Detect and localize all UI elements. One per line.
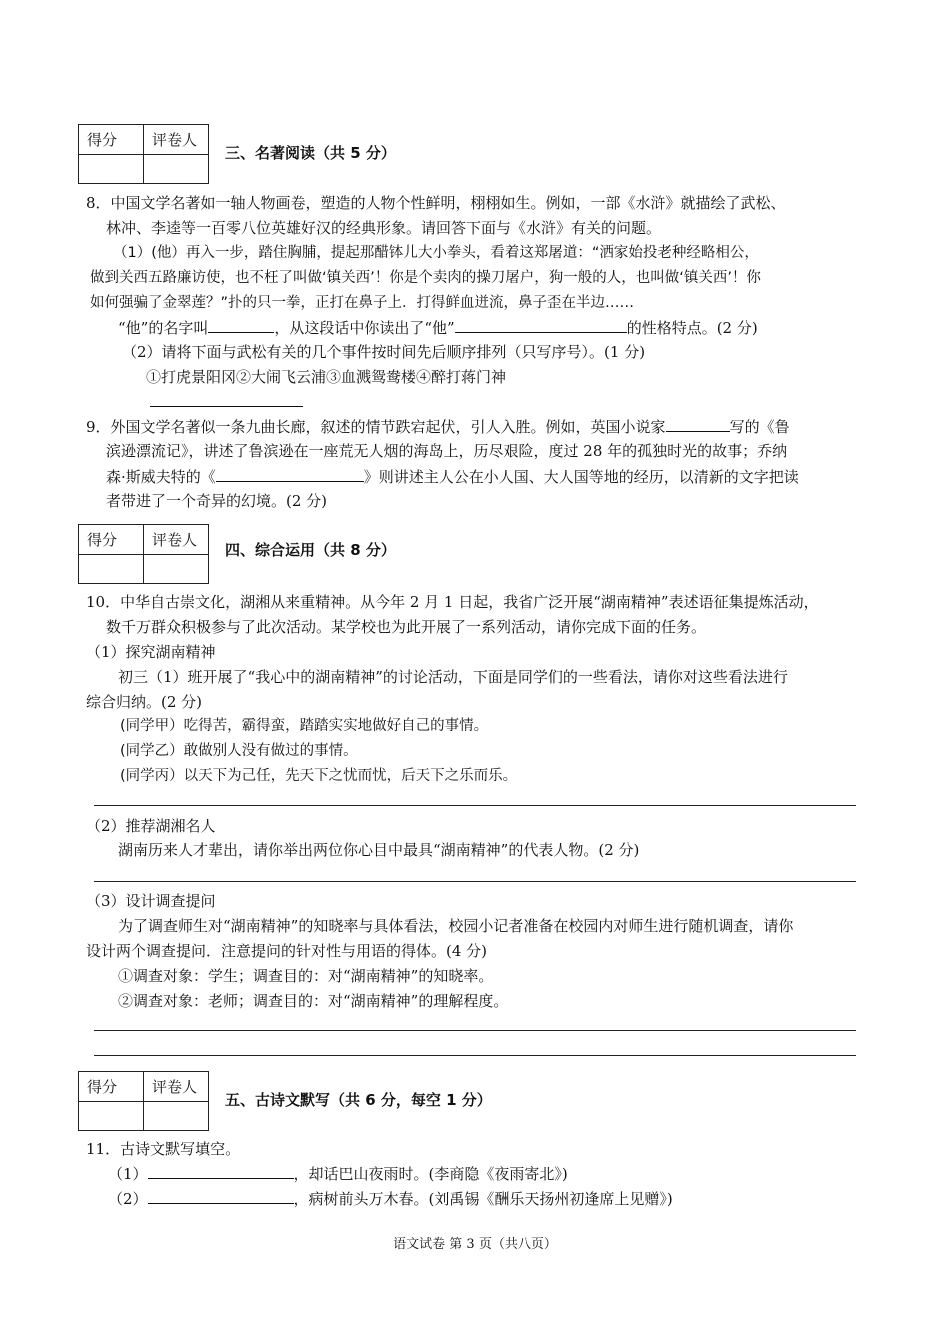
q8-part2-events: ①打虎景阳冈②大闹飞云浦③血溅鸳鸯楼④醉打蒋门神: [146, 368, 507, 386]
q9-author-blank[interactable]: [666, 416, 730, 432]
q9-line1-text-b: 写的《鲁: [729, 418, 790, 436]
q8-part1-question: [118, 317, 758, 338]
q8-stem-line2: 林冲、李逵等一百零八位英雄好汉的经典形象。请回答下面与《水浒》有关的问题。: [106, 219, 662, 237]
q10-opinion-c: (同学丙）以天下为己任，先天下之忧而忧，后天下之乐而乐。: [120, 768, 518, 784]
q10-opinion-b: (同学乙）敢做别人没有做过的事情。: [120, 743, 358, 759]
q10-sub2-title: （2）推荐湖湘名人: [86, 817, 216, 835]
q10-sub3-line1: 为了调查师生对“湖南精神”的知晓率与具体看法，校园小记者准备在校园内对师生进行随机调查，请你: [118, 917, 794, 935]
q10-sub1-line1: 初三（1）班开展了“我心中的湖南精神”的讨论活动，下面是同学们的一些看法，请你对这些看法进行: [118, 668, 788, 686]
section5-title: 五、古诗文默写（共 6 分，每空 1 分）: [225, 1091, 492, 1109]
q8-passage-line1: （1）(他）再入一步，踏住胸脯，提起那醋钵儿大小拳头，看着这郑屠道：“洒家始投老种经略相公，: [113, 245, 759, 261]
q9-line1: [86, 416, 790, 437]
q10-sub2-line1: 湖南历来人才辈出，请你举出两位你心目中最具“湖南精神”的代表人物。(2 分): [118, 841, 640, 859]
q11-item1: [108, 1163, 568, 1184]
q11-item2: [108, 1188, 673, 1209]
q10-sub3-line2: 设计两个调查提问．注意提问的针对性与用语的得体。(4 分): [86, 942, 488, 960]
q9-line3-text-a: 森·斯威夫特的《: [106, 468, 216, 486]
score-box-section4: [78, 524, 209, 584]
score-cell[interactable]: [79, 1101, 144, 1131]
q9-line1-text-a: 9．外国文学名著似一条九曲长廊，叙述的情节跌宕起伏，引人入胜。例如，英国小说家: [86, 418, 666, 436]
section4-title: 四、综合运用（共 8 分）: [225, 541, 396, 559]
q10-opinion-a: (同学甲）吃得苦，霸得蛮，踏踏实实地做好自己的事情。: [120, 718, 489, 734]
q10-sub1-line2: 综合归纳。(2 分): [86, 693, 203, 711]
q8-part1-text-b: ，从这段话中你读出了“他”: [274, 319, 455, 337]
q8-passage-line3: 如何强骗了金翠莲？”扑的只一拳，正打在鼻子上．打得鲜血迸流，鼻子歪在半边……: [90, 295, 635, 311]
q8-trait-blank[interactable]: [455, 317, 627, 333]
q9-line2: 滨逊漂流记》，讲述了鲁滨逊在一座荒无人烟的海岛上，历尽艰险，度过 28 年的孤独时光的故事；乔纳: [106, 442, 788, 460]
q9-line4: 者带进了一个奇异的幻境。(2 分): [106, 492, 328, 510]
q11-item1-blank[interactable]: [148, 1163, 294, 1179]
q10-sub3-title: （3）设计调查提问: [86, 892, 216, 910]
q8-part1-text-c: 的性格特点。(2 分): [626, 319, 758, 337]
score-label: 得分: [79, 1072, 144, 1102]
q10-answer-line-2[interactable]: [94, 881, 856, 882]
q8-part2-question: （2）请将下面与武松有关的几个事件按时间先后顺序排列（只写序号）。(1 分): [122, 343, 646, 361]
q10-stem-line1: 10．中华自古崇文化，湖湘从来重精神。从今年 2 月 1 日起，我省广泛开展“湖南精神”表述语征集提炼活动，: [86, 593, 819, 611]
score-label: 得分: [79, 125, 144, 155]
score-box-section5: [78, 1071, 209, 1131]
grader-label: 评卷人: [144, 1072, 209, 1102]
grader-label: 评卷人: [144, 525, 209, 555]
q8-part1-text-a: “他”的名字叫: [118, 319, 209, 337]
q11-item1-text: ，却话巴山夜雨时。(李商隐《夜雨寄北》): [293, 1165, 568, 1183]
q11-item2-blank[interactable]: [148, 1188, 294, 1204]
q10-answer-line-1[interactable]: [94, 805, 856, 806]
grader-cell[interactable]: [144, 1101, 209, 1131]
q8-stem-line1: 8．中国文学名著如一轴人物画卷，塑造的人物个性鲜明，栩栩如生。例如，一部《水浒》就描绘了武松、: [86, 194, 786, 212]
q11-item2-text: ，病树前头万木春。(刘禹锡《酬乐天扬州初逢席上见赠》): [293, 1190, 673, 1208]
q10-survey-b: ②调查对象：老师；调查目的：对“湖南精神”的理解程度。: [118, 992, 509, 1010]
q10-answer-line-3[interactable]: [94, 1030, 856, 1031]
score-label: 得分: [79, 525, 144, 555]
q11-item1-num: （1）: [108, 1165, 148, 1183]
q11-stem: 11．古诗文默写填空。: [86, 1140, 241, 1158]
q9-line3: [106, 466, 799, 487]
q10-stem-line2: 数千万群众积极参与了此次活动。某学校也为此开展了一系列活动，请你完成下面的任务。: [106, 618, 707, 636]
q8-passage-line2: 做到关西五路廉访使，也不枉了叫做‘镇关西’！你是个卖肉的操刀屠户，狗一般的人，也叫做‘镇关西’！你: [90, 270, 761, 286]
q8-name-blank[interactable]: [208, 317, 274, 333]
q11-item2-num: （2）: [108, 1190, 148, 1208]
q9-book-blank[interactable]: [216, 466, 364, 482]
section3-title: 三、名著阅读（共 5 分）: [225, 144, 396, 162]
q10-sub1-title: （1）探究湖南精神: [86, 643, 216, 661]
q10-answer-line-4[interactable]: [94, 1055, 856, 1056]
q10-survey-a: ①调查对象：学生；调查目的：对“湖南精神”的知晓率。: [118, 967, 494, 985]
score-cell[interactable]: [79, 154, 144, 184]
grader-cell[interactable]: [144, 554, 209, 584]
q9-line3-text-b: 》则讲述主人公在小人国、大人国等地的经历，以清新的文字把读: [363, 468, 799, 486]
page-footer: 语文试卷 第 3 页（共八页）: [393, 1237, 557, 1252]
grader-cell[interactable]: [144, 154, 209, 184]
grader-label: 评卷人: [144, 125, 209, 155]
score-box-section3: [78, 124, 209, 184]
q8-order-blank[interactable]: [150, 392, 303, 407]
score-cell[interactable]: [79, 554, 144, 584]
